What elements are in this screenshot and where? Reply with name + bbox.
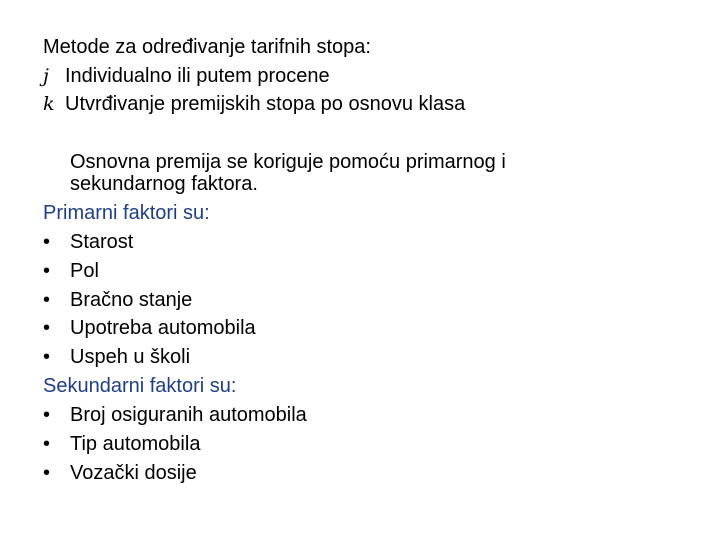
bullet-icon: • [43,317,51,339]
method-item [43,64,330,88]
primary-list-item [43,288,192,312]
heading: Metode za određivanje tarifnih stopa: [43,36,371,58]
list-item-text: Uspeh u školi [70,346,191,368]
secondary-list-item [43,461,197,485]
primary-label: Primarni faktori su: [43,202,210,224]
bullet-icon: • [43,346,51,368]
paragraph-line-1: Osnovna premija se koriguje pomoću primarnog i [70,151,506,173]
method-text: Utvrđivanje premijskih stopa po osnovu klasa [65,93,466,115]
bullet-icon: • [43,433,51,455]
primary-list-item [43,316,256,340]
secondary-label: Sekundarni faktori su: [43,375,237,397]
bullet-icon: • [43,462,51,484]
bullet-icon: • [43,289,51,311]
list-item-text: Upotreba automobila [70,317,256,339]
list-item-text: Vozački dosije [70,462,197,484]
secondary-list-item [43,432,200,456]
primary-list-item [43,230,133,254]
method-item [43,92,465,116]
bullet-icon: • [43,404,51,426]
primary-list-item [43,345,190,369]
bullet-icon: • [43,260,51,282]
list-item-text: Bračno stanje [70,289,193,311]
list-item-text: Tip automobila [70,433,201,455]
method-text: Individualno ili putem procene [65,65,330,87]
method-marker-icon: j [43,65,49,87]
bullet-icon: • [43,231,51,253]
list-item-text: Starost [70,231,134,253]
list-item-text: Broj osiguranih automobila [70,404,307,426]
paragraph-line-2: sekundarnog faktora. [70,173,258,195]
secondary-list-item [43,403,307,427]
list-item-text: Pol [70,260,99,282]
primary-list-item [43,259,99,283]
method-marker-icon: k [43,93,55,115]
